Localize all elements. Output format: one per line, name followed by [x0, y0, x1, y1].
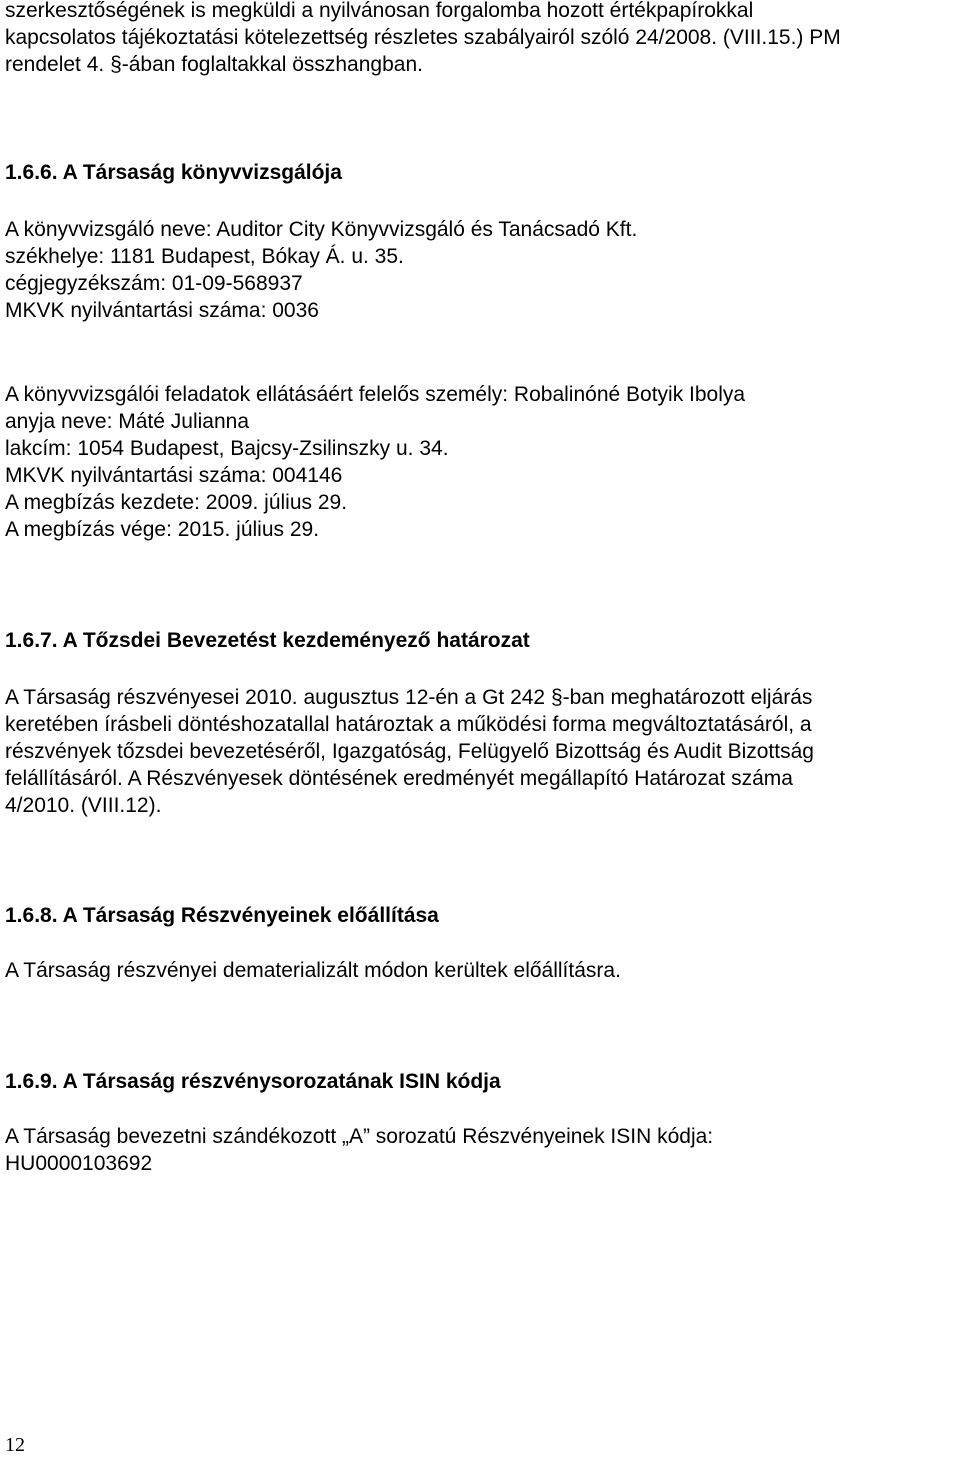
- isin-line-1: A Társaság bevezetni szándékozott „A” sorozatú Részvényeinek ISIN kódja:: [5, 1125, 714, 1148]
- person-mkvk: MKVK nyilvántartási száma: 004146: [5, 464, 343, 487]
- section-heading-1-6-9: 1.6.9. A Társaság részvénysorozatának ISIN kódja: [5, 1070, 501, 1093]
- mandate-start: A megbízás kezdete: 2009. július 29.: [5, 491, 348, 514]
- shares-production-text: A Társaság részvényei dematerializált módon kerültek előállításra.: [5, 959, 621, 982]
- resolution-line-3: részvények tőzsdei bevezetéséről, Igazgatóság, Felügyelő Bizottság és Audit Bizottság: [5, 740, 814, 763]
- section-heading-1-6-8: 1.6.8. A Társaság Részvényeinek előállítása: [5, 904, 439, 927]
- isin-code: HU0000103692: [5, 1152, 153, 1175]
- resolution-line-5: 4/2010. (VIII.12).: [5, 794, 162, 817]
- responsible-person: A könyvvizsgálói feladatok ellátásáért felelős személy: Robalinóné Botyik Ibolya: [5, 383, 746, 406]
- auditor-name: A könyvvizsgáló neve: Auditor City Könyvvizsgáló és Tanácsadó Kft.: [5, 218, 638, 241]
- auditor-seat: székhelye: 1181 Budapest, Bókay Á. u. 35.: [5, 245, 404, 268]
- person-address: lakcím: 1054 Budapest, Bajcsy-Zsilinszky u. 34.: [5, 437, 449, 460]
- auditor-reg-no: cégjegyzékszám: 01-09-568937: [5, 272, 303, 295]
- intro-line-2: kapcsolatos tájékoztatási kötelezettség részletes szabályairól szóló 24/2008. (VIII.15.) PM: [5, 26, 841, 49]
- page-number: 12: [5, 1434, 25, 1456]
- resolution-line-4: felállításáról. A Részvényesek döntésének eredményét megállapító Határozat száma: [5, 767, 793, 790]
- auditor-mkvk: MKVK nyilvántartási száma: 0036: [5, 299, 319, 322]
- mother-name: anyja neve: Máté Julianna: [5, 410, 249, 433]
- resolution-line-2: keretében írásbeli döntéshozatallal határoztak a működési forma megváltoztatásáról, a: [5, 713, 812, 736]
- resolution-line-1: A Társaság részvényesei 2010. augusztus 12-én a Gt 242 §-ban meghatározott eljárás: [5, 686, 813, 709]
- section-heading-1-6-7: 1.6.7. A Tőzsdei Bevezetést kezdeményező határozat: [5, 629, 530, 652]
- intro-line-3: rendelet 4. §-ában foglaltakkal összhangban.: [5, 53, 423, 76]
- section-heading-1-6-6: 1.6.6. A Társaság könyvvizsgálója: [5, 161, 342, 184]
- intro-line-1: szerkesztőségének is megküldi a nyilvánosan forgalomba hozott értékpapírokkal: [5, 0, 754, 22]
- mandate-end: A megbízás vége: 2015. július 29.: [5, 518, 320, 541]
